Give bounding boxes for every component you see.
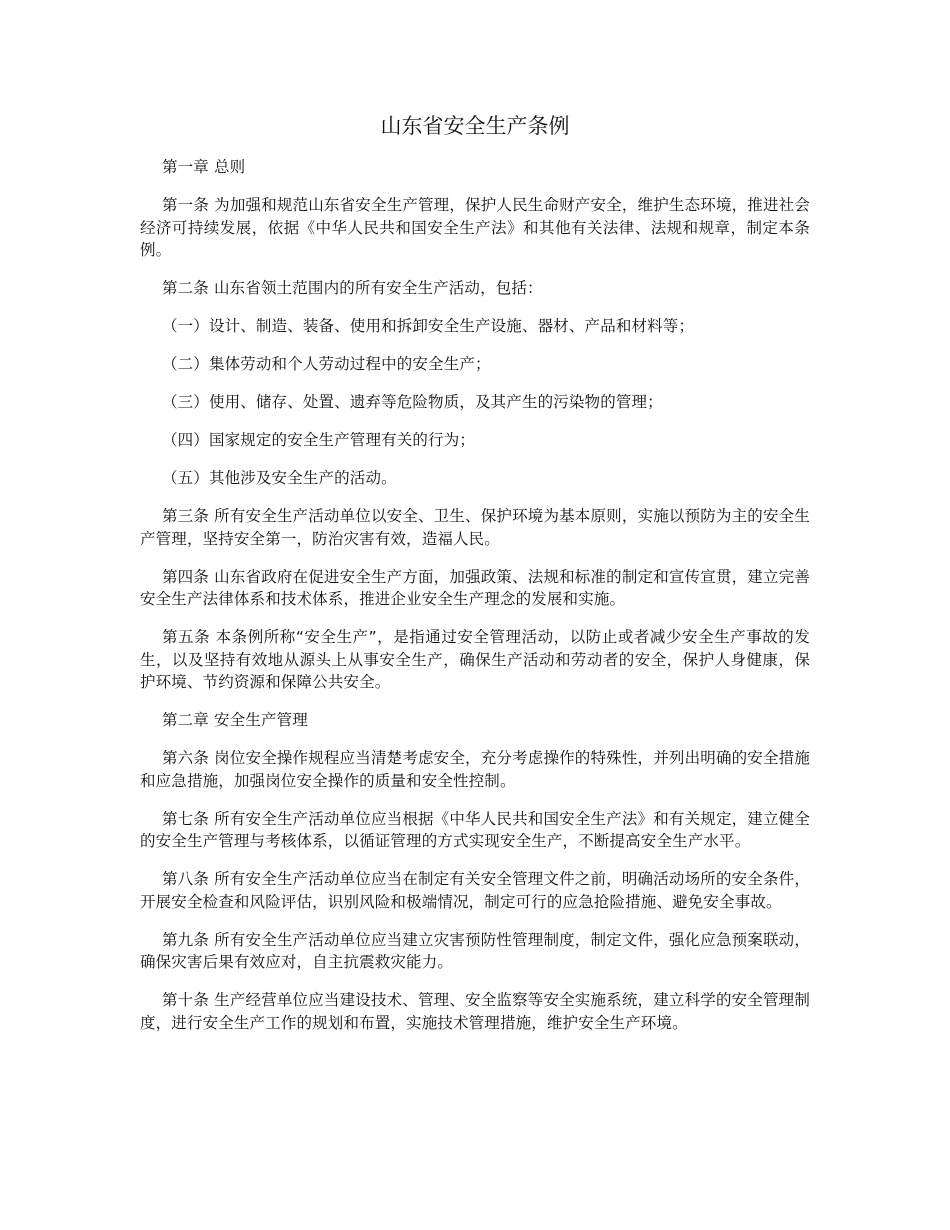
article-paragraph: 第四条 山东省政府在促进安全生产方面，加强政策、法规和标准的制定和宣传宣贯，建立完善安全生产法律体系和技术体系，推进企业安全生产理念的发展和实施。 xyxy=(140,567,810,608)
document-title: 山东省安全生产条例 xyxy=(380,114,570,138)
article-paragraph: 第三条 所有安全生产活动单位以安全、卫生、保护环境为基本原则，实施以预防为主的安全生产管理，坚持安全第一，防治灾害有效，造福人民。 xyxy=(140,507,810,548)
article-paragraph: 第七条 所有安全生产活动单位应当根据《中华人民共和国安全生产法》和有关规定，建立健全的安全生产管理与考核体系，以循证管理的方式实现安全生产，不断提高安全生产水平。 xyxy=(140,809,810,850)
chapter-heading: 第二章 安全生产管理 xyxy=(162,711,308,729)
list-item: （二）集体劳动和个人劳动过程中的安全生产； xyxy=(162,355,491,373)
article-paragraph: 第十条 生产经营单位应当建设技术、管理、安全监察等安全实施系统，建立科学的安全管理制度，进行安全生产工作的规划和布置，实施技术管理措施，维护安全生产环境。 xyxy=(140,991,810,1032)
article-paragraph: 第九条 所有安全生产活动单位应当建立灾害预防性管理制度，制定文件，强化应急预案联动，确保灾害后果有效应对，自主抗震救灾能力。 xyxy=(140,930,810,971)
article-paragraph: 第五条 本条例所称“安全生产”，是指通过安全管理活动，以防止或者减少安全生产事故的发生，以及坚持有效地从源头上从事安全生产，确保生产活动和劳动者的安全，保护人身健康，保护环境、节约资源和保障公共安全。 xyxy=(140,628,810,691)
document-body xyxy=(140,156,810,1050)
list-item: （一）设计、制造、装备、使用和拆卸安全生产设施、器材、产品和材料等； xyxy=(162,317,695,335)
article-paragraph: 第六条 岗位安全操作规程应当清楚考虑安全，充分考虑操作的特殊性，并列出明确的安全措施和应急措施，加强岗位安全操作的质量和安全性控制。 xyxy=(140,749,810,790)
list-item: （四）国家规定的安全生产管理有关的行为； xyxy=(162,431,476,449)
article-paragraph: 第八条 所有安全生产活动单位应当在制定有关安全管理文件之前，明确活动场所的安全条件，开展安全检查和风险评估，识别风险和极端情况，制定可行的应急抢险措施、避免安全事故。 xyxy=(140,870,810,911)
article-paragraph: 第一条 为加强和规范山东省安全生产管理，保护人民生命财产安全，维护生态环境，推进社会经济可持续发展，依据《中华人民共和国安全生产法》和其他有关法律、法规和规章，制定本条例。 xyxy=(140,196,810,259)
article-paragraph: 第二条 山东省领土范围内的所有安全生产活动，包括： xyxy=(162,279,543,297)
list-item: （五）其他涉及安全生产的活动。 xyxy=(162,469,397,487)
list-item: （三）使用、储存、处置、遗弃等危险物质，及其产生的污染物的管理； xyxy=(162,393,663,411)
chapter-heading: 第一章 总则 xyxy=(162,158,246,176)
